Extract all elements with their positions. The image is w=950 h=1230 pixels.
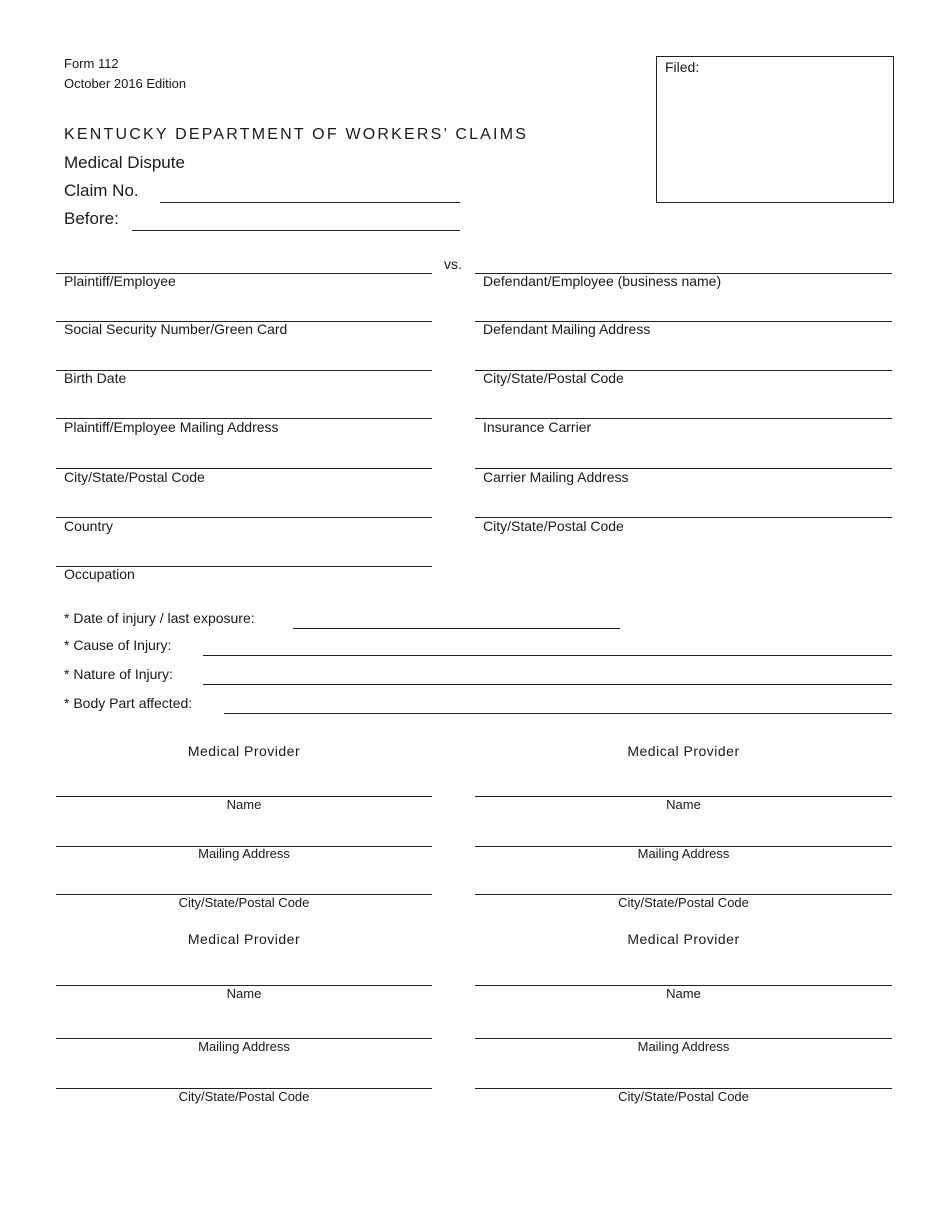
carrier-city-label: City/State/Postal Code bbox=[483, 518, 624, 534]
provider-city-label: City/State/Postal Code bbox=[178, 895, 310, 910]
injury-cause-field[interactable] bbox=[203, 655, 892, 656]
before-label: Before: bbox=[64, 209, 119, 228]
claim-number-label: Claim No. bbox=[64, 181, 139, 200]
defendant-address-label: Defendant Mailing Address bbox=[483, 321, 651, 337]
medical-provider-title: Medical Provider bbox=[187, 743, 301, 759]
provider-address-label: Mailing Address bbox=[637, 846, 730, 861]
medical-provider-title: Medical Provider bbox=[187, 931, 301, 947]
plaintiff-name-label: Plaintiff/Employee bbox=[64, 273, 176, 289]
provider-address-label: Mailing Address bbox=[637, 1039, 730, 1054]
medical-provider-title: Medical Provider bbox=[627, 931, 740, 947]
provider-city-label: City/State/Postal Code bbox=[618, 895, 749, 910]
plaintiff-birth-date-label: Birth Date bbox=[64, 370, 127, 386]
before-field[interactable] bbox=[132, 230, 460, 231]
claim-number-field[interactable] bbox=[160, 202, 460, 203]
plaintiff-ssn-label: Social Security Number/Green Card bbox=[64, 321, 288, 337]
filed-box[interactable] bbox=[656, 56, 894, 203]
carrier-address-label: Carrier Mailing Address bbox=[483, 469, 629, 485]
form-subtitle: Medical Dispute bbox=[64, 153, 185, 172]
injury-nature-field[interactable] bbox=[203, 684, 892, 685]
provider-address-label: Mailing Address bbox=[198, 846, 290, 861]
form-number: Form 112 bbox=[64, 56, 119, 71]
filed-label: Filed: bbox=[665, 59, 700, 75]
insurance-carrier-label: Insurance Carrier bbox=[483, 419, 592, 435]
form-edition: October 2016 Edition bbox=[64, 76, 187, 91]
defendant-name-label: Defendant/Employee (business name) bbox=[483, 273, 722, 289]
versus-label: vs. bbox=[444, 256, 462, 272]
provider-name-label: Name bbox=[226, 986, 262, 1001]
injury-nature-label: * Nature of Injury: bbox=[64, 666, 173, 682]
plaintiff-occupation-label: Occupation bbox=[64, 566, 135, 582]
injury-cause-label: * Cause of Injury: bbox=[64, 637, 172, 653]
defendant-city-label: City/State/Postal Code bbox=[483, 370, 624, 386]
provider-city-label: City/State/Postal Code bbox=[178, 1089, 310, 1104]
provider-name-label: Name bbox=[666, 797, 701, 812]
plaintiff-city-label: City/State/Postal Code bbox=[64, 469, 205, 485]
provider-name-label: Name bbox=[226, 797, 262, 812]
provider-address-label: Mailing Address bbox=[198, 1039, 290, 1054]
body-part-field[interactable] bbox=[224, 713, 892, 714]
provider-name-label: Name bbox=[666, 986, 701, 1001]
provider-city-label: City/State/Postal Code bbox=[618, 1089, 749, 1104]
plaintiff-address-label: Plaintiff/Employee Mailing Address bbox=[64, 419, 279, 435]
department-title: KENTUCKY DEPARTMENT OF WORKERS’ CLAIMS bbox=[64, 126, 529, 143]
medical-provider-title: Medical Provider bbox=[627, 743, 740, 759]
injury-date-label: * Date of injury / last exposure: bbox=[64, 610, 255, 626]
injury-date-field[interactable] bbox=[293, 628, 620, 629]
body-part-label: * Body Part affected: bbox=[64, 695, 193, 711]
plaintiff-country-label: Country bbox=[64, 518, 114, 534]
